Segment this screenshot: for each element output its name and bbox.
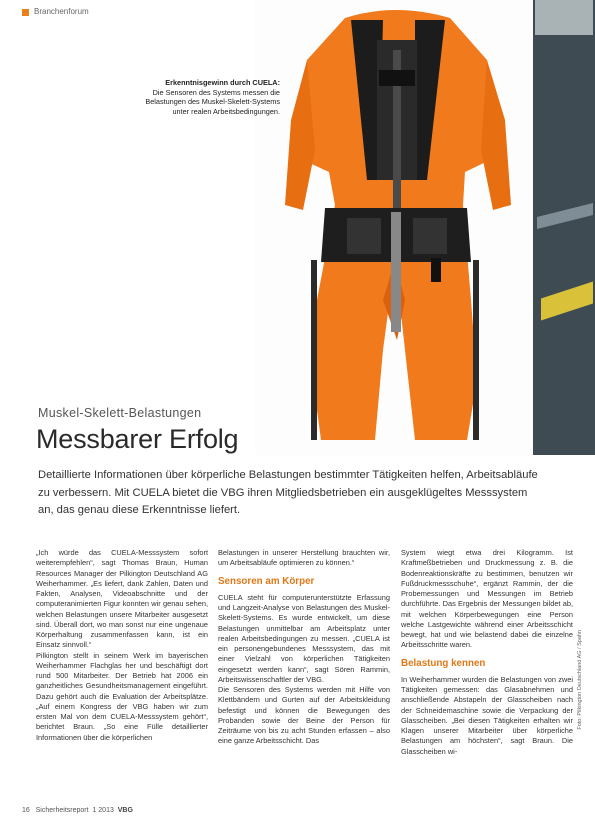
article-kicker: Muskel-Skelett-Belastungen bbox=[38, 406, 202, 420]
vbg-logo: VBG bbox=[117, 807, 133, 814]
caption-body: Die Sensoren des Systems messen die Belastungen des Muskel-Skelett-Systems unter realen Arbeitsbedingungen. bbox=[145, 87, 280, 116]
paragraph: Pilkington stellt in seinem Werk im bayerischen Weiherhammer Flachglas her und beschäftigt dort rund 500 Mitarbeiter. Der Betrieb hat 2006 ein ganzheitliches Gesundheitsmanagement eingeführt. Dazu gehört auch die Evaluation der Arbeitsplätze. „Auf einem Kongress der VBG haben wir zum ersten Mal von dem CUELA-Messsystem gehört“, berichtet Braun. „So eine Fülle detaillierter Informationen über die körperlichen bbox=[36, 650, 208, 742]
paragraph: „Ich würde das CUELA-Messsystem sofort weiterempfehlen“, sagt Thomas Braun, Human Resources Manager der Pilkington Deutschland AG Weiherhammer. „Es liefert, dank Zahlen, Daten und Fakten, Analysen, Videoabschnitte und der computeranimierten Figur konnten wir genau sehen, welchen Belastungen unsere Mitarbeiter ausgesetzt sind. Überall dort, wo man sonst nur eine ungenaue Körperhaltung zusammenfassen kann, ist ein Einsatz sinnvoll.“ bbox=[36, 548, 208, 650]
subheading-sensors: Sensoren am Körper bbox=[218, 575, 315, 587]
photo-caption bbox=[140, 78, 280, 116]
section-marker-icon bbox=[22, 9, 29, 16]
article-title: Messbarer Erfolg bbox=[36, 424, 239, 454]
column-3 bbox=[401, 548, 573, 757]
page-footer bbox=[22, 807, 133, 814]
issue: 1 2013 bbox=[92, 807, 114, 814]
paragraph: Die Sensoren des Systems werden mit Hilfe von Klettbändern und Gurten auf der Arbeitskleidung befestigt und können die Bewegungen des Probanden sowie der Beine der Person für Zeiträume von bis zu acht Stunden erfassen – also eine ganze Arbeitsschicht. Das bbox=[218, 685, 390, 746]
paragraph: Belastungen in unserer Herstellung brauchten wir, um Arbeitsabläufe optimieren zu können.“ bbox=[218, 548, 390, 568]
worker-with-cuela-suit-illustration bbox=[255, 0, 533, 455]
magazine-name: Sicherheitsreport bbox=[35, 807, 89, 814]
paragraph: System wiegt etwa drei Kilogramm. Ist Kraftmeßbetrieben und Druckmessung z. B. die Bodenreaktionskräfte zu bestimmen, benutzen wir Fußdruckmessschuhe“, ergänzt Rammin, der die Probemessungen und Messungen im Betrieb durchführte. Das Ergebnis der Messungen bildet ab, mit welchen Körperbewegungen eine Person welche Lastgewichte während einer Arbeitsschicht bewegt, hat und wie belastend dabei die einzelne Arbeitsschritte waren. bbox=[401, 548, 573, 650]
photo-credit: Foto: Pilkington Deutschland AG / Spahn bbox=[577, 630, 583, 730]
section-label: Branchenforum bbox=[34, 7, 89, 16]
page-number: 16 bbox=[22, 807, 30, 814]
article-photo bbox=[255, 0, 595, 455]
paragraph: In Weiherhammer wurden die Belastungen von zwei Tätigkeiten gemessen: das Glasabnehmen und anschließende Abstapeln der Glasscheiben nach der Schneidemaschine sowie die Verpackung der Glasscheiben. „Bei diesen Tätigkeiten erhalten wir Klagen unserer Mitarbeiter über körperliche Belastungen am höchsten“, sagt Braun. Die Glasscheiben wi- bbox=[401, 674, 573, 756]
column-1 bbox=[36, 548, 208, 743]
subheading-load: Belastung kennen bbox=[401, 657, 486, 669]
article-lead: Detaillierte Informationen über körperliche Belastungen bestimmter Tätigkeiten helfen, Arbeitsabläufe zu verbessern. Mit CUELA bietet die VBG ihren Mitgliedsbetrieben ein ausgeklügeltes Messsystem an, das genau diese Erkenntnisse liefert. bbox=[38, 469, 538, 516]
paragraph: CUELA steht für computerunterstützte Erfassung und Langzeit-Analyse von Belastungen des Muskel-Skelett-Systems. Es wurde entwickelt, um diese Belastungen unmittelbar am Arbeitsplatz unter realen Arbeitsbedingungen zu messen. „CUELA ist ein personengebundenes Messsystem, das mit einer Vielzahl von körperlichen Tätigkeiten eingesetzt werden kann“, sagt Sören Rammin, Arbeitswissenschaftler der VBG. bbox=[218, 592, 390, 684]
column-2 bbox=[218, 548, 390, 747]
caption-title: Erkenntnisgewinn durch CUELA: bbox=[165, 78, 280, 87]
